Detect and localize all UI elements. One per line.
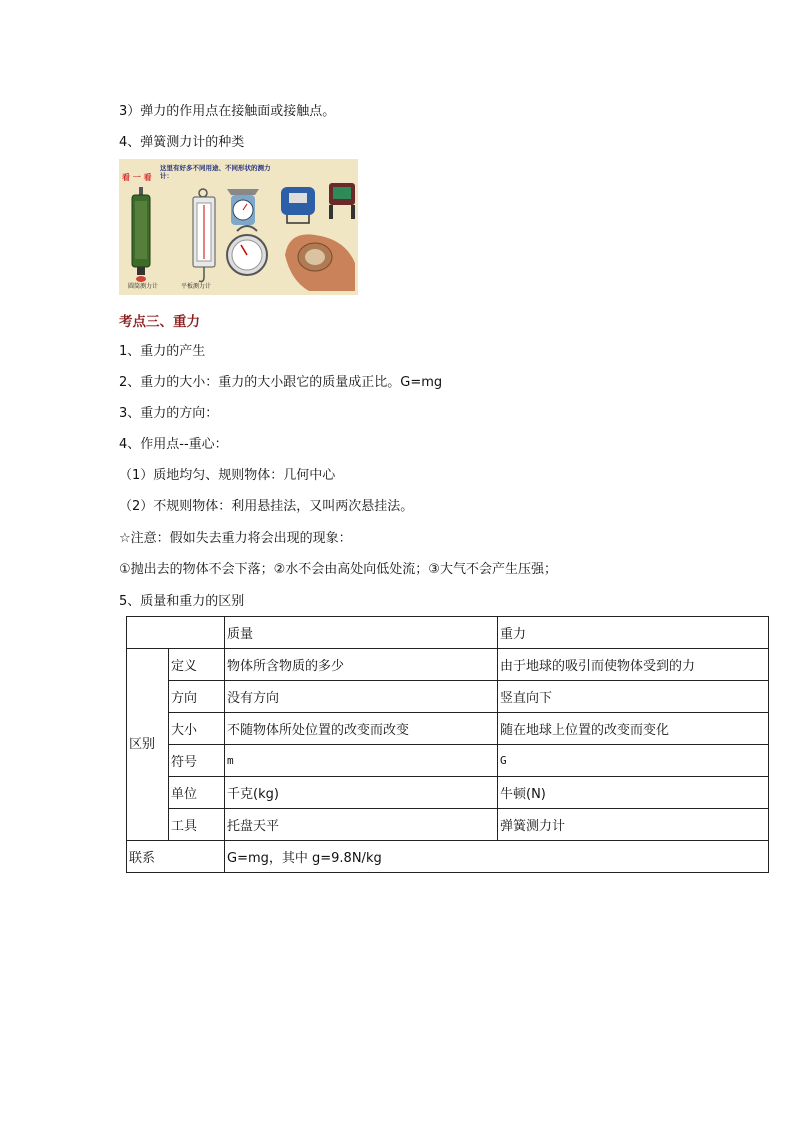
table-row xyxy=(127,809,769,841)
table-cell: 大小 xyxy=(169,713,225,745)
table-cell: 托盘天平 xyxy=(225,809,498,841)
table-cell: 千克(kg) xyxy=(225,777,498,809)
table-row xyxy=(127,649,769,681)
table-cell: G xyxy=(498,745,769,777)
table-row xyxy=(127,681,769,713)
text-line: ①抛出去的物体不会下落；②水不会由高处向低处流；③大气不会产生压强； xyxy=(119,562,557,577)
relation-value: G=mg，其中 g=9.8N/kg xyxy=(225,841,769,873)
figure-caption: 这里有好多不同用途、不同形状的测力计： xyxy=(160,164,271,180)
figure-caption-right: 平板测力计 xyxy=(181,283,212,290)
text-line: ☆注意：假如失去重力将会出现的现象： xyxy=(119,531,352,546)
table-row xyxy=(127,745,769,777)
table-header-gravity: 重力 xyxy=(498,617,769,649)
table-cell: 牛顿(N) xyxy=(498,777,769,809)
table-cell: 没有方向 xyxy=(225,681,498,713)
table-cell: 符号 xyxy=(169,745,225,777)
text-line: 1、重力的产生 xyxy=(119,344,206,359)
mass-gravity-table xyxy=(126,616,769,873)
text-line: 4、弹簧测力计的种类 xyxy=(119,135,245,150)
table-cell: 不随物体所处位置的改变而改变 xyxy=(225,713,498,745)
text-line: 3、重力的方向： xyxy=(119,406,219,421)
table-cell: 单位 xyxy=(169,777,225,809)
table-cell: 弹簧测力计 xyxy=(498,809,769,841)
table-row-relation xyxy=(127,841,769,873)
table-header-mass: 质量 xyxy=(225,617,498,649)
table-cell: 竖直向下 xyxy=(498,681,769,713)
table-header-row xyxy=(127,617,769,649)
relation-label: 联系 xyxy=(127,841,225,873)
table-cell: 方向 xyxy=(169,681,225,713)
table-row xyxy=(127,777,769,809)
text-line: 4、作用点--重心： xyxy=(119,437,228,452)
table-cell: 物体所含物质的多少 xyxy=(225,649,498,681)
table-cell: 由于地球的吸引而使物体受到的力 xyxy=(498,649,769,681)
table-cell: 定义 xyxy=(169,649,225,681)
table-cell xyxy=(127,617,225,649)
text-line: 3）弹力的作用点在接触面或接触点。 xyxy=(119,104,336,119)
section-heading: 考点三、重力 xyxy=(119,314,200,330)
text-line: 5、质量和重力的区别 xyxy=(119,594,245,609)
table-row xyxy=(127,713,769,745)
dial-scale-icon xyxy=(227,189,259,225)
table-cell: 随在地球上位置的改变而变化 xyxy=(498,713,769,745)
figure-caption-left: 圆筒测力计 xyxy=(128,283,159,290)
text-line: （2）不规则物体：利用悬挂法，又叫两次悬挂法。 xyxy=(119,499,414,514)
table-cell: 工具 xyxy=(169,809,225,841)
table-cell: m xyxy=(225,745,498,777)
figure-label-look: 看 一 看 xyxy=(122,173,152,182)
text-line: 2、重力的大小：重力的大小跟它的质量成正比。G=mg xyxy=(119,375,443,390)
text-line: （1）质地均匀、规则物体：几何中心 xyxy=(119,468,336,483)
group-label-difference: 区别 xyxy=(127,649,169,841)
